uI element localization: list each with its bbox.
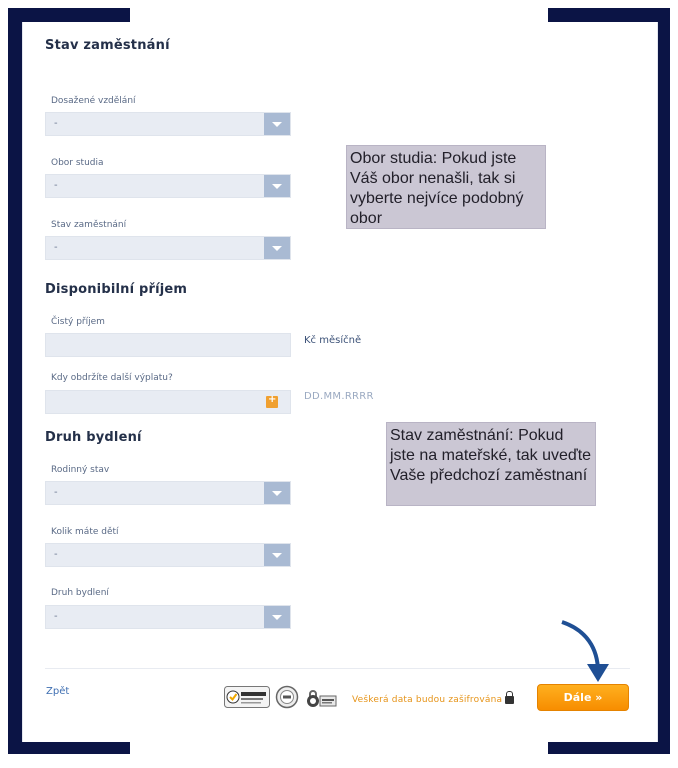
net-income-input[interactable] bbox=[45, 333, 291, 357]
employment-status-value: - bbox=[54, 242, 58, 253]
field-of-study-label: Obor studia bbox=[51, 158, 104, 168]
frame-corner-bl bbox=[8, 740, 130, 754]
chevron-down-icon[interactable] bbox=[264, 237, 290, 259]
housing-type-label: Druh bydlení bbox=[51, 588, 109, 598]
back-link[interactable]: Zpět bbox=[46, 686, 70, 697]
norton-badge-icon bbox=[224, 686, 270, 708]
education-select[interactable] bbox=[45, 112, 291, 136]
marital-status-value: - bbox=[54, 487, 58, 498]
curved-arrow-icon bbox=[556, 614, 626, 684]
next-payday-label: Kdy obdržíte další výplatu? bbox=[51, 373, 173, 383]
chevron-down-icon[interactable] bbox=[264, 606, 290, 628]
chevron-down-icon[interactable] bbox=[264, 175, 290, 197]
footer-divider bbox=[45, 668, 630, 669]
ssl-badge-icon bbox=[275, 685, 299, 709]
encryption-notice: Veškerá data budou zašifrována bbox=[352, 695, 503, 705]
frame-corner-br bbox=[548, 740, 670, 754]
frame-corner-tl bbox=[8, 8, 130, 22]
housing-type-select[interactable] bbox=[45, 605, 291, 629]
date-format-hint: DD.MM.RRRR bbox=[304, 391, 374, 402]
employment-status-select[interactable] bbox=[45, 236, 291, 260]
comodo-badge-icon bbox=[303, 685, 337, 709]
calendar-icon[interactable] bbox=[266, 396, 278, 408]
marital-status-label: Rodinný stav bbox=[51, 465, 110, 475]
next-payday-input[interactable] bbox=[45, 390, 291, 414]
children-label: Kolik máte dětí bbox=[51, 527, 119, 537]
children-value: - bbox=[54, 549, 58, 560]
housing-type-value: - bbox=[54, 611, 58, 622]
section-title-income: Disponibilní příjem bbox=[45, 282, 188, 297]
lock-icon bbox=[505, 696, 514, 704]
section-title-employment: Stav zaměstnání bbox=[45, 38, 170, 53]
chevron-down-icon[interactable] bbox=[264, 544, 290, 566]
net-income-unit: Kč měsíčně bbox=[304, 335, 362, 346]
field-of-study-tooltip: Obor studia: Pokud jste Váš obor nenašli, tak si vyberte nejvíce podobný obor bbox=[346, 145, 546, 229]
section-title-housing: Druh bydlení bbox=[45, 430, 142, 445]
employment-status-label: Stav zaměstnání bbox=[51, 220, 127, 230]
next-button[interactable]: Dále » bbox=[537, 684, 629, 711]
frame-corner-tl-side bbox=[8, 8, 22, 754]
chevron-down-icon[interactable] bbox=[264, 482, 290, 504]
chevron-down-icon[interactable] bbox=[264, 113, 290, 135]
employment-status-tooltip: Stav zaměstnání: Pokud jste na mateřské, tak uveďte Vaše předchozí zaměstnaní bbox=[386, 422, 596, 506]
frame-corner-tr-side bbox=[656, 8, 670, 754]
marital-status-select[interactable] bbox=[45, 481, 291, 505]
education-label: Dosažené vzdělání bbox=[51, 96, 136, 106]
frame-corner-tr bbox=[548, 8, 670, 22]
field-of-study-value: - bbox=[54, 180, 58, 191]
education-value: - bbox=[54, 118, 58, 129]
field-of-study-select[interactable] bbox=[45, 174, 291, 198]
net-income-label: Čistý příjem bbox=[51, 317, 105, 327]
children-select[interactable] bbox=[45, 543, 291, 567]
